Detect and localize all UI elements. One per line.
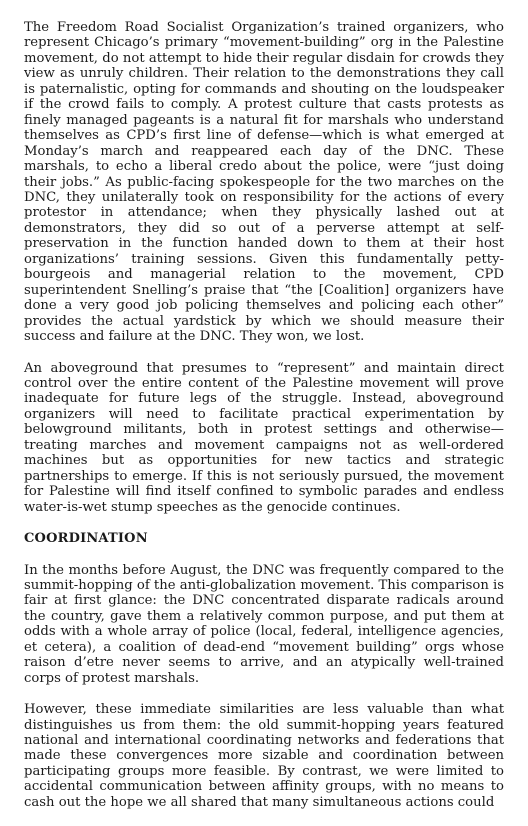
paragraph-frso-marshals: The Freedom Road Socialist Organization’s trained organizers, who represent Chicago’s primary “movement-building” org in the Palestine movement, do not attempt to hide their regular disdain for crowds they view as unruly children. Their relation to the demonstrations they call is paternalistic, opting for commands and shouting on the loudspeaker if the crowd fails to comply. A protest culture that casts protests as finely managed pageants is a natural fit for marshals who understand themselves as CPD’s first line of defense—which is what emerged at Monday’s march and reappeared each day of the DNC. These marshals, to echo a liberal credo about the police, were “just doing their jobs.” As public-facing spokespeople for the two marches on the DNC, they unilaterally took on responsibility for the actions of every protestor in attendance; when they physically lashed out at demonstrators, they did so out of a perverse attempt at self-preservation in the function handed down to them at their host organizations’ training sessions. Given this fundamentally petty-bourgeois and managerial relation to the movement, CPD superintendent Snelling’s praise that “the [Coalition] organizers have done a very good job policing themselves and policing each other” provides the actual yardstick by which we should measure their success and failure at the DNC. They won, we lost. bbox=[24, 20, 504, 345]
paragraph-aboveground: An aboveground that presumes to “represent” and maintain direct control over the entire content of the Palestine movement will prove inadequate for future legs of the struggle. Instead, aboveground organizers will need to facilitate practical experimentation by belowground militants, both in protest settings and otherwise—treating marches and movement campaigns not as well-ordered machines but as opportunities for new tactics and strategic partnerships to emerge. If this is not seriously pursued, the movement for Palestine will find itself confined to symbolic parades and endless water-is-wet stump speeches as the genocide continues. bbox=[24, 360, 504, 515]
paragraph-dnc-summit-hopping: In the months before August, the DNC was frequently compared to the summit-hopping of the anti-globalization movement. This comparison is fair at first glance: the DNC concentrated disparate radicals around the country, gave them a relatively common purpose, and put them at odds with a whole array of police (local, federal, intelligence agencies, et cetera), a coalition of dead-end “movement building” orgs whose raison d’etre never seems to arrive, and an atypically well-trained corps of protest marshals. bbox=[24, 562, 505, 686]
paragraph-coordination-networks: However, these immediate similarities are less valuable than what distinguishes us from them: the old summit-hopping years featured national and international coordinating networks and federations that made these convergences more sizable and coordination between participating groups more feasible. By contrast, we were limited to accidental communication between affinity groups, with no means to cash out the hope we all shared that many simultaneous actions could bbox=[24, 702, 504, 810]
section-heading-coordination: COORDINATION bbox=[24, 531, 148, 547]
document-page bbox=[24, 20, 504, 826]
